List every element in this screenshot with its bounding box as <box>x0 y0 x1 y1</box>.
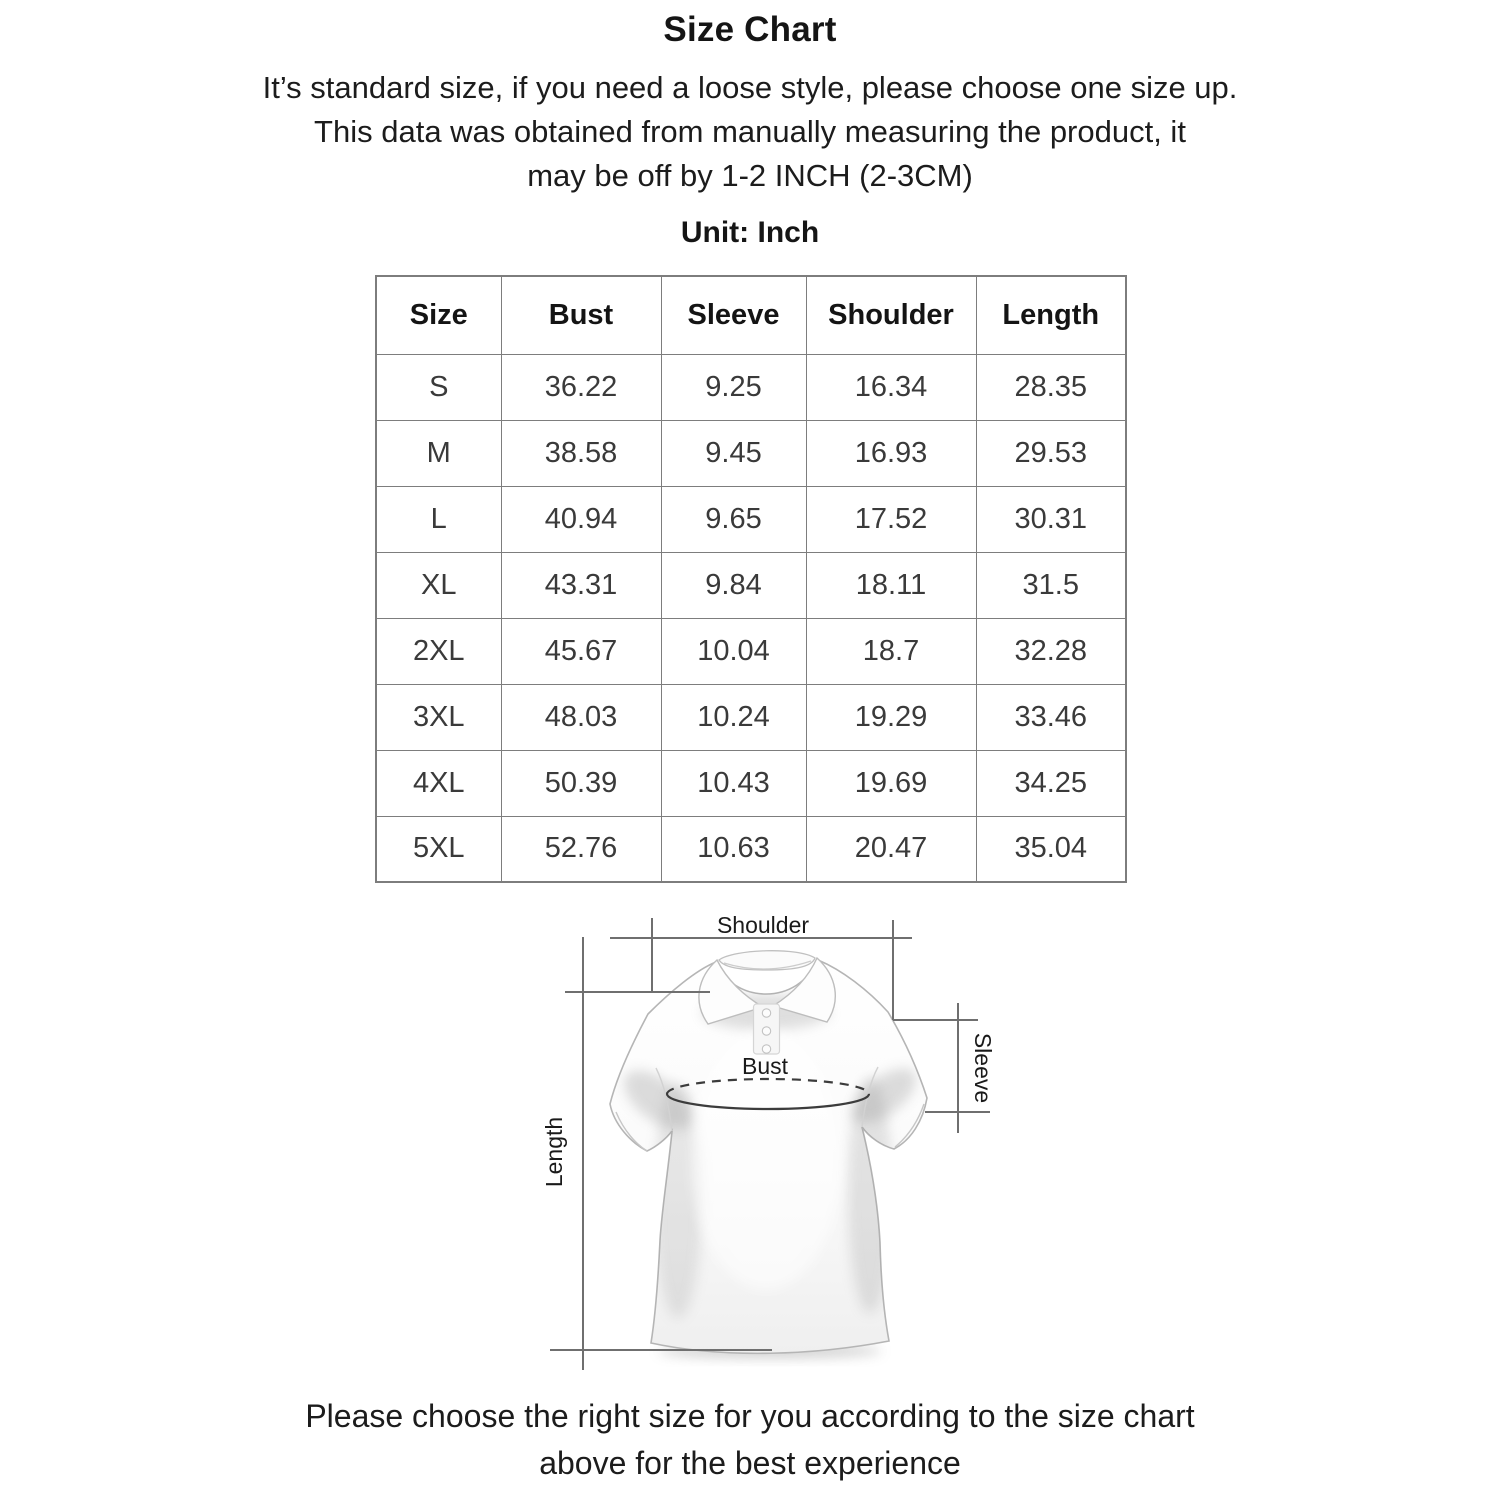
table-row <box>376 750 1126 816</box>
measurement-cell: 19.69 <box>806 750 976 816</box>
measurement-cell: 50.39 <box>501 750 661 816</box>
table-row <box>376 618 1126 684</box>
size-cell: 5XL <box>376 816 501 882</box>
size-table-body <box>376 354 1126 882</box>
bust-label: Bust <box>741 1053 789 1079</box>
text-line: This data was obtained from manually measuring the product, it <box>314 114 1186 149</box>
measurement-cell: 28.35 <box>976 354 1126 420</box>
measurement-cell: 48.03 <box>501 684 661 750</box>
measurement-cell: 36.22 <box>501 354 661 420</box>
footer-note <box>0 1393 1500 1487</box>
text-line: may be off by 1-2 INCH (2-3CM) <box>527 158 973 193</box>
measurement-cell: 35.04 <box>976 816 1126 882</box>
measurement-cell: 16.93 <box>806 420 976 486</box>
measurement-cell: 52.76 <box>501 816 661 882</box>
table-row <box>376 684 1126 750</box>
table-header-cell: Shoulder <box>806 276 976 354</box>
table-header-cell: Bust <box>501 276 661 354</box>
size-cell: 2XL <box>376 618 501 684</box>
table-row <box>376 816 1126 882</box>
button-icon <box>762 1045 770 1053</box>
size-table-head <box>376 276 1126 354</box>
measurement-cell: 9.45 <box>661 420 806 486</box>
measurement-cell: 40.94 <box>501 486 661 552</box>
size-cell: 3XL <box>376 684 501 750</box>
size-cell: L <box>376 486 501 552</box>
measurement-cell: 32.28 <box>976 618 1126 684</box>
length-label: Length <box>541 1116 567 1188</box>
measurement-cell: 33.46 <box>976 684 1126 750</box>
button-icon <box>762 1027 770 1035</box>
size-table-header-row <box>376 276 1126 354</box>
table-row <box>376 354 1126 420</box>
table-row <box>376 486 1126 552</box>
measurement-diagram <box>520 900 1020 1385</box>
measurement-cell: 9.84 <box>661 552 806 618</box>
measurement-cell: 10.43 <box>661 750 806 816</box>
measurement-cell: 10.04 <box>661 618 806 684</box>
measurement-cell: 38.58 <box>501 420 661 486</box>
measurement-cell: 9.25 <box>661 354 806 420</box>
unit-label: Unit: Inch <box>680 216 820 249</box>
measurement-cell: 20.47 <box>806 816 976 882</box>
description <box>0 66 1500 198</box>
measurement-cell: 18.7 <box>806 618 976 684</box>
table-header-cell: Length <box>976 276 1126 354</box>
measurement-cell: 45.67 <box>501 618 661 684</box>
page-title: Size Chart <box>663 10 837 49</box>
text-line: It’s standard size, if you need a loose style, please choose one size up. <box>262 70 1238 105</box>
shoulder-label: Shoulder <box>716 912 810 938</box>
text-line: above for the best experience <box>539 1445 961 1481</box>
measurement-cell: 10.24 <box>661 684 806 750</box>
table-row <box>376 420 1126 486</box>
measurement-cell: 10.63 <box>661 816 806 882</box>
polo-shirt-illustration <box>610 951 927 1354</box>
measurement-cell: 43.31 <box>501 552 661 618</box>
table-row <box>376 552 1126 618</box>
size-cell: XL <box>376 552 501 618</box>
measurement-cell: 16.34 <box>806 354 976 420</box>
size-table-container <box>375 275 1125 883</box>
measurement-cell: 19.29 <box>806 684 976 750</box>
sleeve-label: Sleeve <box>970 1032 996 1104</box>
measurement-cell: 17.52 <box>806 486 976 552</box>
polo-placket <box>754 1004 780 1054</box>
table-header-cell: Sleeve <box>661 276 806 354</box>
size-cell: S <box>376 354 501 420</box>
measurement-cell: 31.5 <box>976 552 1126 618</box>
measurement-cell: 18.11 <box>806 552 976 618</box>
measurement-cell: 34.25 <box>976 750 1126 816</box>
measurement-cell: 30.31 <box>976 486 1126 552</box>
size-cell: M <box>376 420 501 486</box>
size-cell: 4XL <box>376 750 501 816</box>
measurement-cell: 29.53 <box>976 420 1126 486</box>
button-icon <box>762 1009 770 1017</box>
size-table <box>375 275 1127 883</box>
text-line: Please choose the right size for you according to the size chart <box>305 1398 1195 1434</box>
measurement-cell: 9.65 <box>661 486 806 552</box>
table-header-cell: Size <box>376 276 501 354</box>
polo-shirt-diagram-svg <box>520 900 1020 1385</box>
